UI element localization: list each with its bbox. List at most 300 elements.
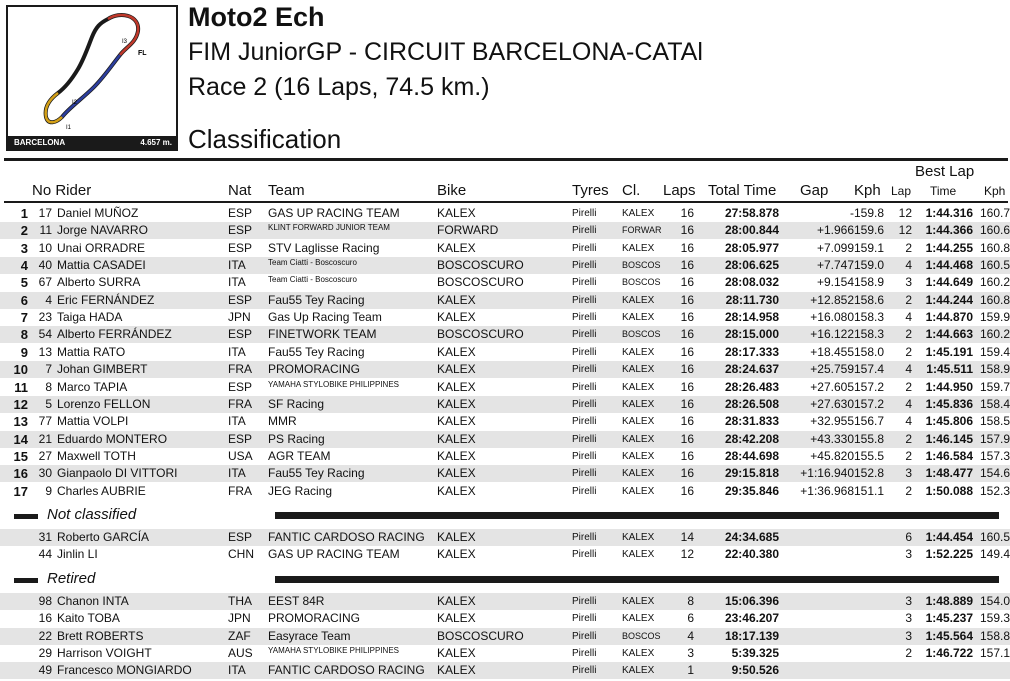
cell-tyres: Pirelli [572, 398, 597, 410]
cell-no: 10 [38, 240, 52, 255]
cell-btime: 1:52.225 [925, 547, 973, 562]
cell-team: FANTIC CARDOSO RACING [268, 530, 425, 544]
cell-tyres: Pirelli [572, 225, 597, 237]
cell-btime: 1:45.511 [926, 362, 973, 377]
cell-nat: ITA [228, 466, 246, 481]
cell-tyres: Pirelli [572, 381, 597, 393]
cell-total: 28:05.977 [724, 240, 779, 255]
cell-tyres: Pirelli [572, 329, 597, 341]
cell-no: 21 [38, 431, 52, 446]
cell-laps: 16 [680, 223, 694, 238]
cell-btime: 1:44.649 [925, 275, 973, 290]
cell-kph: 156.7 [853, 414, 884, 429]
cell-cl: KALEX [622, 532, 655, 543]
cell-gap: +1:16.940 [800, 466, 854, 481]
cell-total: 24:34.685 [724, 530, 779, 544]
cell-gap: +45.820 [810, 448, 854, 463]
cell-nat: ITA [228, 663, 246, 678]
cell-bike: KALEX [437, 396, 476, 411]
cell-gap: +16.080 [810, 310, 854, 325]
cell-rider: Charles AUBRIE [57, 483, 146, 498]
cell-bike: KALEX [437, 292, 476, 307]
cell-bike: KALEX [437, 530, 476, 544]
event-title: FIM JuniorGP - CIRCUIT BARCELONA-CATAl [188, 38, 703, 66]
col-laps: Laps [663, 182, 696, 199]
cell-no: 5 [45, 396, 52, 411]
cell-total: 28:11.730 [725, 292, 779, 307]
cell-gap: +32.955 [810, 414, 854, 429]
cell-btime: 1:44.454 [925, 530, 973, 544]
cell-btime: 1:44.663 [925, 327, 973, 342]
cell-kph: 159.0 [853, 258, 884, 273]
cell-team: MMR [268, 414, 297, 429]
cell-no: 27 [38, 448, 52, 463]
cell-nat: ITA [228, 275, 246, 290]
cell-total: 28:26.508 [724, 396, 779, 411]
cell-laps: 16 [680, 431, 694, 446]
cell-blap: 3 [905, 275, 912, 290]
cell-total: 28:24.637 [724, 362, 779, 377]
cell-tyres: Pirelli [572, 613, 597, 625]
section-title: Classification [188, 124, 342, 154]
cell-nat: ZAF [228, 628, 251, 643]
cell-no: 7 [45, 362, 52, 377]
cell-tyres: Pirelli [572, 450, 597, 462]
cell-total: 28:08.032 [724, 275, 779, 290]
cell-rider: Gianpaolo DI VITTORI [57, 466, 178, 481]
cell-no: 31 [38, 530, 52, 544]
cell-rider: Mattia CASADEI [57, 258, 146, 273]
cell-blap: 3 [905, 594, 912, 608]
cell-gap: +25.759 [810, 362, 854, 377]
cell-blap: 4 [905, 258, 912, 273]
cell-pos: 8 [20, 327, 28, 343]
map-mark-fl: FL [138, 50, 147, 57]
cell-tyres: Pirelli [572, 485, 597, 497]
cell-total: 28:31.833 [724, 414, 779, 429]
cell-laps: 16 [680, 310, 694, 325]
section-marker-icon [14, 514, 38, 519]
cell-kph: 152.8 [853, 466, 884, 481]
cell-gap: +27.630 [810, 396, 854, 411]
cell-kph: 157.2 [853, 396, 884, 411]
cell-laps: 8 [687, 594, 694, 608]
cell-kph: 159.8 [853, 206, 884, 220]
cell-nat: ITA [228, 344, 246, 359]
cell-no: 40 [38, 258, 52, 273]
cell-tyres: Pirelli [572, 294, 597, 306]
cell-no: 13 [38, 344, 52, 359]
col-kph: Kph [854, 182, 881, 199]
cell-blap: 3 [905, 611, 912, 626]
cell-rider: Alberto SURRA [57, 275, 141, 290]
cell-blap: 3 [905, 466, 912, 481]
cell-cl: KALEX [622, 485, 655, 497]
cell-bike: BOSCOSCURO [437, 258, 524, 273]
cell-nat: ESP [228, 431, 253, 446]
cell-bike: KALEX [437, 344, 476, 359]
cell-bike: KALEX [437, 547, 476, 562]
cell-bkph: 152.3 [979, 483, 1010, 498]
cell-no: 4 [45, 292, 52, 307]
cell-laps: 12 [680, 547, 694, 562]
cell-no: 17 [38, 206, 52, 220]
cell-tyres: Pirelli [572, 277, 597, 289]
cell-laps: 16 [680, 240, 694, 255]
cell-rider: Jorge NAVARRO [57, 223, 148, 238]
cell-rider: Johan GIMBERT [57, 362, 148, 377]
table-row [0, 645, 1010, 662]
cell-blap: 2 [905, 327, 912, 342]
cell-cl: KALEX [622, 549, 655, 561]
table-row [0, 344, 1010, 361]
cell-total: 9:50.526 [731, 663, 779, 678]
cell-no: 29 [38, 646, 52, 661]
cell-gap: - [850, 206, 854, 220]
cell-pos: 13 [13, 414, 28, 430]
cell-blap: 3 [905, 547, 912, 562]
table-row [0, 205, 1010, 222]
cell-nat: ESP [228, 379, 253, 394]
cell-bkph: 149.4 [979, 547, 1010, 562]
cell-bike: KALEX [437, 663, 476, 678]
col-best-kph: Kph [984, 184, 1006, 198]
table-row [0, 465, 1010, 482]
series-title: Moto2 Ech [188, 2, 325, 32]
col-gap: Gap [800, 182, 829, 199]
cell-rider: Lorenzo FELLON [57, 396, 151, 411]
cell-pos: 10 [13, 362, 28, 378]
cell-pos: 16 [13, 466, 28, 482]
cell-total: 15:06.396 [724, 594, 779, 608]
table-row [0, 309, 1010, 326]
cell-bkph: 160.5 [979, 258, 1010, 273]
cell-team: FANTIC CARDOSO RACING [268, 663, 425, 678]
table-row [0, 361, 1010, 378]
cell-team: Team Ciatti - Boscoscuro [268, 258, 357, 268]
best-lap-header [0, 163, 1010, 181]
cell-rider: Roberto GARCÍA [57, 530, 150, 544]
cell-bike: KALEX [437, 431, 476, 446]
cell-laps: 14 [680, 530, 694, 544]
cell-total: 28:42.208 [724, 431, 779, 446]
cell-cl: KALEX [622, 381, 655, 393]
cell-rider: Taiga HADA [57, 310, 123, 325]
cell-team: Team Ciatti - Boscoscuro [268, 275, 357, 285]
cell-pos: 11 [14, 379, 28, 395]
cell-pos: 17 [13, 483, 28, 499]
col-cl: Cl. [622, 182, 641, 199]
cell-cl: FORWAR [622, 225, 662, 236]
col-team: Team [268, 182, 305, 199]
table-row [0, 593, 1010, 610]
cell-btime: 1:50.088 [925, 483, 973, 498]
cell-gap: +1:36.968 [800, 483, 854, 498]
cell-blap: 12 [898, 206, 912, 220]
cell-gap: +7.099 [816, 240, 854, 255]
track-length: 4.657 m. [122, 136, 176, 149]
cell-blap: 2 [905, 483, 912, 498]
cell-rider: Eric FERNÁNDEZ [57, 292, 155, 307]
cell-tyres: Pirelli [572, 630, 597, 642]
cell-nat: AUS [228, 646, 253, 661]
cell-blap: 12 [898, 223, 912, 238]
cell-cl: BOSCOS [622, 329, 661, 340]
cell-laps: 16 [680, 327, 694, 342]
cell-nat: ESP [228, 327, 253, 342]
cell-bkph: 157.3 [979, 448, 1010, 463]
cell-cl: BOSCOS [622, 277, 661, 288]
cell-no: 16 [38, 611, 52, 626]
section-marker-icon [14, 578, 38, 583]
cell-laps: 1 [687, 663, 694, 678]
cell-rider: Harrison VOIGHT [57, 646, 152, 661]
cell-nat: FRA [228, 396, 252, 411]
cell-blap: 4 [905, 310, 912, 325]
cell-laps: 6 [687, 611, 694, 626]
cell-tyres: Pirelli [572, 312, 597, 324]
cell-team: GAS UP RACING TEAM [268, 547, 400, 562]
cell-kph: 158.9 [853, 275, 884, 290]
cell-cl: KALEX [622, 468, 655, 480]
cell-kph: 159.1 [853, 240, 884, 255]
cell-tyres: Pirelli [572, 346, 597, 358]
cell-total: 28:26.483 [724, 379, 779, 394]
cell-bkph: 157.1 [979, 646, 1010, 661]
cell-btime: 1:44.468 [925, 258, 973, 273]
cell-laps: 4 [687, 628, 694, 643]
table-row [0, 379, 1010, 396]
cell-pos: 14 [13, 431, 28, 447]
cell-gap: +18.455 [810, 344, 854, 359]
cell-bkph: 160.2 [979, 327, 1010, 342]
track-map [6, 5, 178, 151]
cell-no: 98 [38, 594, 52, 608]
cell-cl: KALEX [622, 294, 655, 306]
map-mark-i2: I2 [72, 100, 78, 106]
table-row [0, 546, 1010, 563]
cell-kph: 155.8 [853, 431, 884, 446]
cell-blap: 2 [905, 646, 912, 661]
cell-team: SF Racing [268, 396, 325, 411]
cell-team: JEG Racing [268, 483, 333, 498]
cell-blap: 3 [905, 628, 912, 643]
cell-tyres: Pirelli [572, 242, 597, 254]
cell-nat: USA [228, 448, 253, 463]
cell-laps: 16 [680, 414, 694, 429]
cell-total: 28:14.958 [724, 310, 779, 325]
col-no-rider: No Rider [32, 182, 92, 199]
cell-blap: 2 [905, 292, 912, 307]
cell-nat: ESP [228, 240, 253, 255]
header-rule [4, 158, 1008, 161]
table-row [0, 662, 1010, 679]
cell-rider: Daniel MUÑOZ [57, 206, 139, 220]
table-row [0, 628, 1010, 645]
cell-kph: 158.6 [853, 292, 884, 307]
cell-rider: Francesco MONGIARDO [57, 663, 192, 678]
cell-cl: KALEX [622, 398, 655, 410]
best-lap-label: Best Lap [915, 163, 975, 180]
cell-bike: KALEX [437, 310, 476, 325]
cell-laps: 16 [680, 292, 694, 307]
cell-btime: 1:45.191 [925, 344, 973, 359]
cell-laps: 16 [680, 362, 694, 377]
cell-cl: KALEX [622, 665, 655, 677]
cell-bkph: 160.7 [979, 206, 1010, 220]
cell-kph: 157.2 [853, 379, 884, 394]
cell-team: EEST 84R [268, 594, 325, 608]
cell-bike: BOSCOSCURO [437, 327, 524, 342]
cell-team: GAS UP RACING TEAM [268, 206, 400, 220]
cell-btime: 1:46.722 [925, 646, 973, 661]
cell-nat: ESP [228, 530, 253, 544]
cell-cl: KALEX [622, 242, 655, 254]
table-row [0, 448, 1010, 465]
cell-btime: 1:45.564 [925, 628, 973, 643]
cell-rider: Mattia RATO [57, 344, 126, 359]
cell-nat: ITA [228, 414, 246, 429]
cell-cl: KALEX [622, 433, 655, 445]
cell-tyres: Pirelli [572, 596, 597, 607]
cell-nat: ESP [228, 206, 253, 220]
cell-pos: 2 [20, 223, 28, 239]
cell-nat: CHN [228, 547, 254, 562]
circuit-layout-icon [8, 7, 176, 135]
cell-gap: +27.605 [810, 379, 854, 394]
cell-bike: KALEX [437, 466, 476, 481]
cell-kph: 157.4 [853, 362, 884, 377]
cell-nat: THA [228, 594, 252, 608]
cell-total: 28:00.844 [724, 223, 779, 238]
cell-kph: 151.1 [853, 483, 884, 498]
cell-btime: 1:44.950 [925, 379, 973, 394]
cell-bkph: 158.4 [979, 396, 1010, 411]
cell-rider: Mattia VOLPI [57, 414, 129, 429]
cell-gap: +1.966 [816, 223, 854, 238]
table-row [0, 610, 1010, 627]
cell-bkph: 158.5 [979, 414, 1010, 429]
cell-bike: BOSCOSCURO [437, 628, 524, 643]
cell-rider: Unai ORRADRE [57, 240, 146, 255]
cell-no: 11 [39, 223, 52, 238]
cell-gap: +7.747 [816, 258, 854, 273]
col-bike: Bike [437, 182, 467, 199]
column-rule [4, 201, 1008, 203]
cell-blap: 4 [905, 362, 912, 377]
cell-laps: 16 [680, 448, 694, 463]
cell-rider: Marco TAPIA [57, 379, 128, 394]
cell-gap: +9.154 [816, 275, 854, 290]
cell-no: 54 [38, 327, 52, 342]
table-row [0, 222, 1010, 239]
cell-gap: +43.330 [810, 431, 854, 446]
map-mark-i3: I3 [122, 39, 128, 45]
cell-bkph: 158.8 [979, 628, 1010, 643]
race-title: Race 2 (16 Laps, 74.5 km.) [188, 73, 490, 101]
cell-bike: KALEX [437, 240, 476, 255]
cell-nat: ITA [228, 258, 246, 273]
cell-bkph: 159.7 [979, 379, 1010, 394]
cell-tyres: Pirelli [572, 433, 597, 445]
table-row [0, 292, 1010, 309]
cell-pos: 9 [20, 344, 28, 360]
table-row [0, 431, 1010, 448]
cell-total: 27:58.878 [724, 206, 779, 220]
retired-section [0, 570, 1010, 590]
col-best-lap-no: Lap [891, 184, 912, 198]
cell-tyres: Pirelli [572, 549, 597, 561]
cell-btime: 1:44.366 [925, 223, 973, 238]
cell-btime: 1:44.244 [925, 292, 973, 307]
cell-cl: BOSCOS [622, 260, 661, 271]
cell-no: 44 [38, 547, 52, 562]
cell-laps: 3 [687, 646, 694, 661]
cell-total: 5:39.325 [731, 646, 779, 661]
section-bar [275, 512, 999, 519]
cell-nat: FRA [228, 483, 252, 498]
cell-nat: FRA [228, 362, 252, 377]
table-row [0, 529, 1010, 546]
cell-cl: KALEX [622, 312, 655, 324]
map-mark-i1: I1 [66, 125, 72, 131]
cell-team: AGR TEAM [268, 448, 331, 463]
table-row [0, 240, 1010, 257]
cell-laps: 16 [680, 483, 694, 498]
table-row [0, 326, 1010, 343]
cell-no: 23 [38, 310, 52, 325]
cell-total: 18:17.139 [724, 628, 779, 643]
cell-no: 67 [38, 275, 52, 290]
cell-cl: BOSCOS [622, 630, 661, 641]
cell-tyres: Pirelli [572, 416, 597, 428]
table-row [0, 274, 1010, 291]
cell-laps: 16 [680, 466, 694, 481]
cell-btime: 1:48.477 [925, 466, 973, 481]
cell-btime: 1:45.806 [925, 414, 973, 429]
cell-bike: KALEX [437, 362, 476, 377]
cell-cl: KALEX [622, 613, 655, 625]
cell-pos: 3 [20, 240, 28, 256]
cell-bike: KALEX [437, 206, 476, 220]
cell-total: 28:15.000 [724, 327, 779, 342]
cell-bkph: 159.4 [979, 344, 1010, 359]
cell-team: Fau55 Tey Racing [268, 344, 365, 359]
cell-blap: 4 [905, 414, 912, 429]
cell-team: Easyrace Team [268, 628, 351, 643]
cell-no: 9 [45, 483, 52, 498]
cell-team: YAMAHA STYLOBIKE PHILIPPINES [268, 646, 400, 656]
cell-kph: 158.3 [853, 327, 884, 342]
cell-team: Fau55 Tey Racing [268, 292, 365, 307]
cell-bkph: 160.8 [979, 292, 1010, 307]
cell-pos: 7 [20, 310, 28, 326]
cell-rider: Chanon INTA [57, 594, 129, 608]
cell-team: PS Racing [268, 431, 325, 446]
cell-nat: JPN [228, 611, 251, 626]
cell-rider: Kaito TOBA [57, 611, 120, 626]
cell-total: 28:06.625 [724, 258, 779, 273]
cell-kph: 158.0 [853, 344, 884, 359]
cell-total: 28:17.333 [724, 344, 779, 359]
table-row [0, 413, 1010, 430]
cell-bkph: 154.0 [979, 594, 1010, 608]
cell-laps: 16 [680, 275, 694, 290]
cell-nat: JPN [228, 310, 251, 325]
cell-rider: Eduardo MONTERO [57, 431, 168, 446]
cell-total: 29:15.818 [724, 466, 779, 481]
cell-no: 77 [38, 414, 52, 429]
